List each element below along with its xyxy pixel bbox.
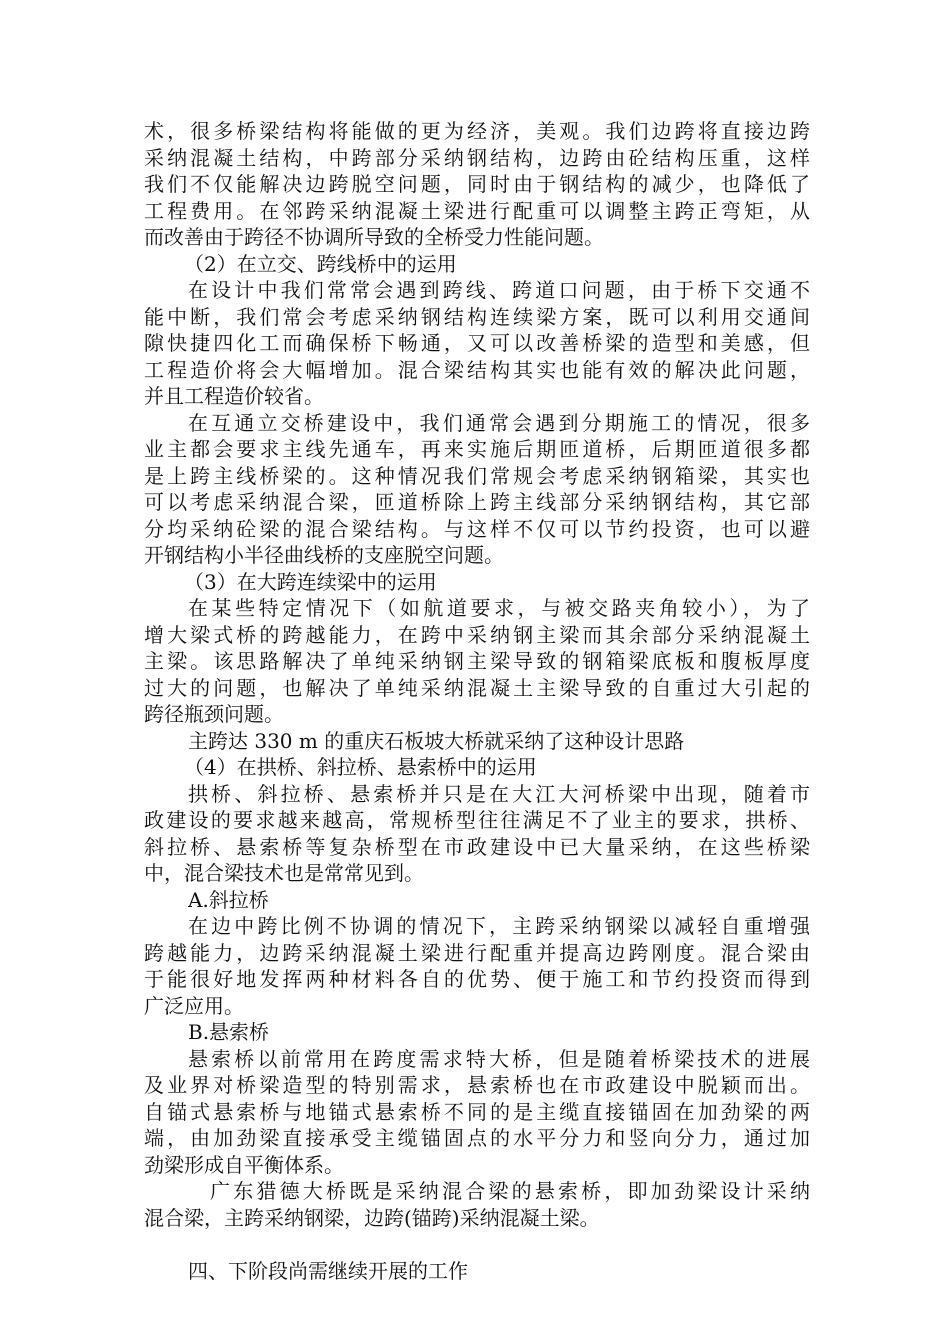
text-line: 工程费用。在邻跨采纳混凝土梁进行配重可以调整主跨正弯矩，从 xyxy=(144,198,810,223)
paragraph-liede-bridge xyxy=(144,1178,810,1231)
paragraph-suspension xyxy=(144,1046,810,1179)
text-line: 端，由加劲梁直接承受主缆锚固点的水平分力和竖向分力，通过加 xyxy=(144,1126,810,1150)
paragraph-hybrid-girder-economy xyxy=(144,118,810,251)
text-line: 拱桥、斜拉桥、悬索桥并只是在大江大河桥梁中出现，随着市 xyxy=(188,781,810,806)
text-line: 采纳混凝土结构，中跨部分采纳钢结构，边跨由砼结构压重，这样 xyxy=(144,145,810,170)
text-line: 在互通立交桥建设中，我们通常会遇到分期施工的情况，很多 xyxy=(188,410,810,435)
paragraph-cable-stayed xyxy=(144,913,810,1019)
text-line: 主梁。该思路解决了单纯采纳钢主梁导致的钢箱梁底板和腹板厚度 xyxy=(144,649,810,673)
text-line: 我们不仅能解决边跨脱空问题，同时由于钢结构的减少，也降低了 xyxy=(144,172,810,196)
text-line: 于能很好地发挥两种材料各自的优势、便于施工和节约投资而得到 xyxy=(144,967,810,991)
text-line: 劲梁形成自平衡体系。 xyxy=(144,1152,344,1177)
text-line: 可以考虑采纳混合梁，匝道桥除上跨主线部分采纳钢结构，其它部 xyxy=(144,490,810,514)
paragraph-arch-cable-bridges xyxy=(144,781,810,887)
section-heading-interchange: （2）在立交、跨线桥中的运用 xyxy=(184,251,457,276)
paragraph-crossing-bridges xyxy=(144,277,810,410)
text-line: 过大的问题，也解决了单纯采纳混凝土主梁导致的自重过大引起的 xyxy=(144,675,810,700)
paragraph-staged-construction xyxy=(144,410,810,569)
text-line: 增大梁式桥的跨越能力，在跨中采纳钢主梁而其余部分采纳混凝土 xyxy=(144,622,810,647)
text-line: 并且工程造价较省。 xyxy=(144,384,324,408)
paragraph-long-span-continuous xyxy=(144,595,810,728)
text-line: 分均采纳砼梁的混合梁结构。与这样不仅可以节约投资，也可以避 xyxy=(144,516,810,541)
text-line: 而改善由于跨径不协调所导致的全桥受力性能问题。 xyxy=(144,225,604,249)
text-line: 跨越能力，边跨采纳混凝土梁进行配重并提高边跨刚度。混合梁由 xyxy=(144,940,810,965)
text-line: 业主都会要求主线先通车，再来实施后期匝道桥，后期匝道很多都 xyxy=(144,437,810,461)
section-heading-arch-cable: （4）在拱桥、斜拉桥、悬索桥中的运用 xyxy=(184,755,537,779)
text-line: 斜拉桥、悬索桥等复杂桥型在市政建设中已大量采纳，在这些桥梁 xyxy=(144,834,810,859)
text-line: 工程造价将会大幅增加。混合梁结构其实也能有效的解决此问题， xyxy=(144,357,810,382)
blank-line xyxy=(144,1231,810,1258)
subheading-suspension: B.悬索桥 xyxy=(188,1020,270,1044)
text-line: 术，很多桥梁结构将能做的更为经济，美观。我们边跨将直接边跨 xyxy=(144,119,810,143)
paragraph-shibanpo-bridge: 主跨达 330 m 的重庆石板坡大桥就采纳了这种设计思路 xyxy=(188,728,685,753)
text-line: 能中断，我们常会考虑采纳钢结构连续梁方案，既可以利用交通间 xyxy=(144,304,810,329)
text-line: 中，混合梁技术也是常常见到。 xyxy=(144,861,424,885)
text-line: 自锚式悬索桥与地锚式悬索桥不同的是主缆直接锚固在加劲梁的两 xyxy=(144,1099,810,1124)
text-line: 广东猎德大桥既是采纳混合梁的悬索桥，即加劲梁设计采纳 xyxy=(210,1179,810,1203)
text-line: 跨径瓶颈问题。 xyxy=(144,702,284,726)
text-line: 隙快捷四化工而确保桥下畅通，又可以改善桥梁的造型和美感，但 xyxy=(144,331,810,355)
text-line: 广泛应用。 xyxy=(144,993,244,1018)
section-heading-long-span: （3）在大跨连续梁中的运用 xyxy=(184,569,437,594)
text-line: 及业界对桥梁造型的特别需求，悬索桥也在市政建设中脱颖而出。 xyxy=(144,1073,810,1097)
section-heading-next-steps: 四、下阶段尚需继续开展的工作 xyxy=(188,1258,468,1283)
text-line: 是上跨主线桥梁的。这种情况我们常规会考虑采纳钢箱梁，其实也 xyxy=(144,463,810,488)
text-line: 在设计中我们常常会遇到跨线、跨道口问题，由于桥下交通不 xyxy=(188,278,810,302)
document-page xyxy=(144,118,810,1284)
text-line: 政建设的要求越来越高，常规桥型往往满足不了业主的要求，拱桥、 xyxy=(144,808,810,832)
text-line: 混合梁，主跨采纳钢梁，边跨(锚跨)采纳混凝土梁。 xyxy=(144,1205,600,1230)
text-line: 在某些特定情况下（如航道要求，与被交路夹角较小），为了 xyxy=(188,596,810,620)
subheading-cable-stayed: A.斜拉桥 xyxy=(188,887,269,912)
text-line: 在边中跨比例不协调的情况下，主跨采纳钢梁以减轻自重增强 xyxy=(188,914,810,938)
text-line: 悬索桥以前常用在跨度需求特大桥，但是随着桥梁技术的进展 xyxy=(188,1046,810,1071)
text-line: 开钢结构小半径曲线桥的支座脱空问题。 xyxy=(144,543,504,567)
